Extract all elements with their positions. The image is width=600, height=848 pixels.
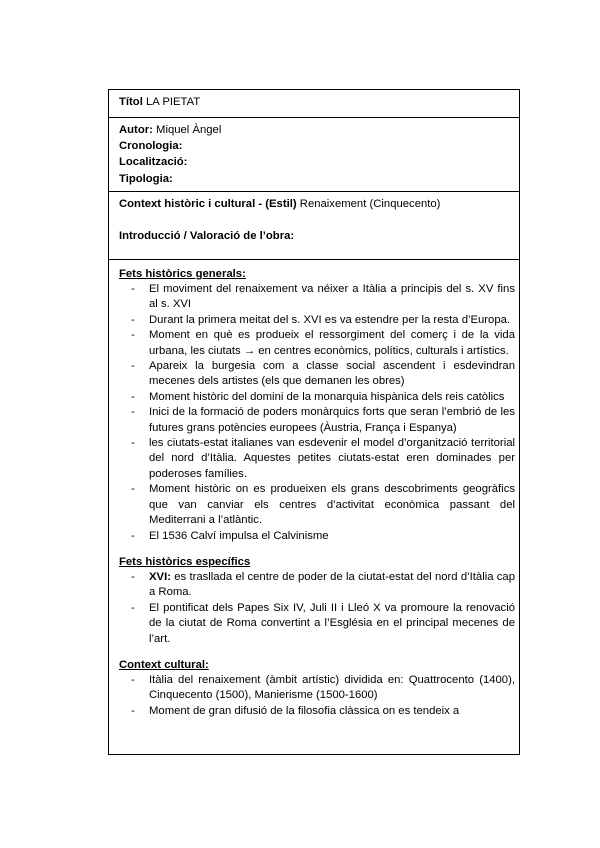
list-item: - El moviment del renaixement va néixer a Itàlia a principis del s. XV fins al s. XVI (119, 282, 515, 313)
context-row (109, 192, 519, 260)
title-label: Títol (119, 96, 143, 108)
general-facts-title: Fets històrics generals: (119, 268, 246, 280)
title-value: LA PIETAT (145, 96, 201, 108)
list-item: - Inici de la formació de poders monàrquics forts que seran l’embrió de les futures grans potències europees (Àustria, França i Espanya) (119, 405, 515, 436)
list-item: - Moment històric on es produeixen els grans descobriments geogràfics que van canviar els centres d’activitat econòmica passant del Mediterrani a l’atlàntic. (119, 482, 515, 528)
list-item (119, 601, 515, 647)
list-item-bold: XVI: (149, 570, 171, 583)
list-item: - Moment en què es produeix el ressorgiment del comerç i de la vida urbana, les ciutats → en centres econòmics, polítics, culturals i artístics. (119, 328, 515, 359)
info-row (109, 118, 519, 192)
cultural-context-list (119, 673, 515, 719)
context-label: Context històric i cultural - (Estil) (119, 198, 297, 210)
list-item-text: es trasllada el centre de poder de la ciutat-estat del nord d’Itàlia cap a Roma. (149, 570, 515, 599)
list-item: - El 1536 Calví impulsa el Calvinisme (119, 529, 515, 544)
typology-label: Tipologia: (119, 172, 173, 185)
title-row (109, 90, 519, 118)
history-row (109, 260, 519, 719)
list-item: - les ciutats-estat italianes van esdevenir el model d’organització territorial del nord d’Itàlia. Aquestes petites ciutats-estat eren dominades per poderoses famílies. (119, 436, 515, 482)
specific-facts-title: Fets històrics específics (119, 555, 251, 568)
list-item: - Itàlia del renaixement (àmbit artístic) dividida en: Quattrocento (1400), Cinquecento (1500), Manierisme (1500-1600) (119, 673, 515, 704)
author-value: Miquel Àngel (156, 124, 222, 136)
list-item: - Durant la primera meitat del s. XVI es va estendre per la resta d’Europa. (119, 313, 515, 328)
general-facts-list (119, 282, 515, 544)
author-label: Autor: (119, 124, 153, 136)
artwork-sheet-table (108, 89, 520, 755)
cultural-context-title: Context cultural: (119, 658, 209, 671)
location-label: Localització: (119, 156, 188, 169)
list-item: - Apareix la burgesia com a classe social ascendent i esdevindran mecenes dels artistes (els que demanen les obres) (119, 359, 515, 390)
list-item-text: El pontificat dels Papes Six IV, Juli II i Lleó X va promoure la renovació de la ciutat de Roma convertint a l’Església en el principal mecenes de l’art. (149, 601, 515, 645)
specific-facts-list (119, 570, 515, 647)
list-item: - Moment històric del domini de la monarquia hispànica dels reis catòlics (119, 390, 515, 405)
intro-label: Introducció / Valoració de l’obra: (119, 230, 295, 243)
chronology-label: Cronologia: (119, 140, 183, 153)
context-value: Renaixement (Cinquecento) (299, 198, 441, 210)
list-item: - Moment de gran difusió de la filosofia clàssica on es tendeix a (119, 704, 515, 719)
list-item (119, 570, 515, 601)
